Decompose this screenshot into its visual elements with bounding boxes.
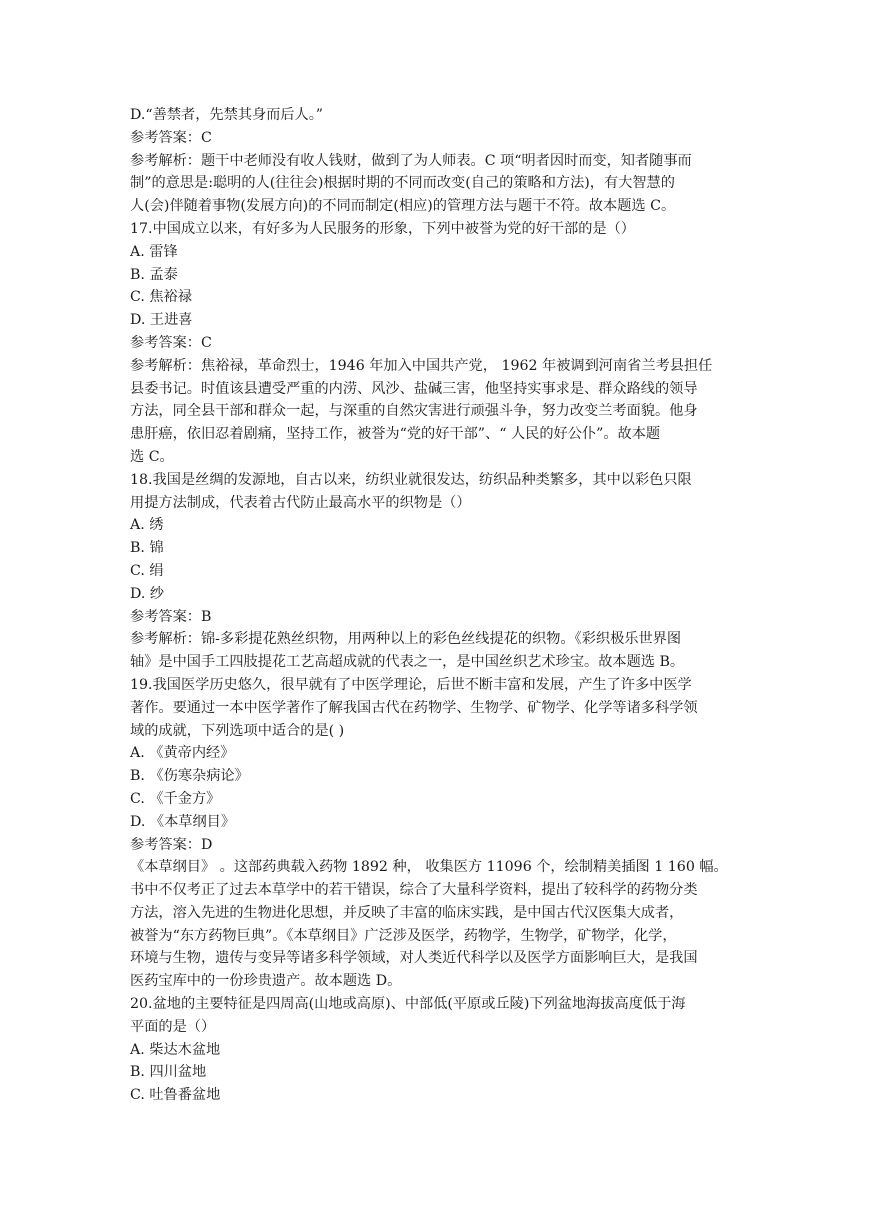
- option-d-q19: D. 《本草纲目》: [130, 813, 236, 830]
- option-b-q20: B. 四川盆地: [130, 1064, 207, 1081]
- explanation-q17-line-4: 患肝癌，依旧忍着剧痛，坚持工作，被誉为“党的好干部”、“ 人民的好公仆”。故本题: [130, 426, 661, 443]
- option-c-q17: C. 焦裕禄: [130, 289, 192, 306]
- question-17: 17.中国成立以来，有好多为人民服务的形象，下列中被誉为党的好干部的是（）: [130, 220, 635, 237]
- option-b-q18: B. 锦: [130, 540, 164, 557]
- explanation-q16-line-1: 参考解析：题干中老师没有收人钱财，做到了为人师表。C 项“明者因时而变，知者随事而: [130, 152, 692, 169]
- option-a-q19: A. 《黄帝内经》: [130, 745, 235, 762]
- explanation-q19-line-4: 被誉为“东方药物巨典”。《本草纲目》广泛涉及医学，药物学，生物学，矿物学，化学，: [130, 927, 677, 944]
- option-d-q17: D. 王进喜: [130, 312, 193, 329]
- explanation-q17-line-5: 选 C。: [130, 448, 174, 465]
- explanation-q17-line-2: 县委书记。时值该县遭受严重的内涝、风沙、盐碱三害，他坚持实事求是、群众路线的领导: [130, 380, 698, 397]
- option-a-q18: A. 绣: [130, 517, 164, 534]
- explanation-q19-line-6: 医药宝库中的一份珍贵遗产。故本题选 D。: [130, 973, 402, 990]
- explanation-q19-line-2: 书中不仅考正了过去本草学中的若干错误，综合了大量科学资料，提出了较科学的药物分类: [130, 882, 698, 899]
- explanation-q17-line-3: 方法，同全县干部和群众一起，与深重的自然灾害进行顽强斗争，努力改变兰考面貌。他身: [130, 403, 698, 420]
- answer-q18: 参考答案：B: [130, 608, 212, 625]
- answer-q17: 参考答案：C: [130, 334, 212, 351]
- explanation-q19-line-5: 环境与生物，遗传与变异等诸多科学领域，对人类近代科学以及医学方面影响巨大，是我国: [130, 950, 698, 967]
- question-20-line-1: 20.盆地的主要特征是四周高(山地或高原)、中部低(平原或丘陵)下列盆地海拔高度低于海: [130, 996, 686, 1013]
- question-19-line-3: 域的成就，下列选项中适合的是( ): [130, 722, 345, 739]
- explanation-q17-line-1: 参考解析：焦裕禄，革命烈士，1946 年加入中国共产党， 1962 年被调到河南省兰考县担任: [130, 357, 713, 374]
- explanation-q18-line-1: 参考解析：锦-多彩提花熟丝织物，用两种以上的彩色丝线提花的织物。《彩织极乐世界图: [130, 631, 682, 648]
- explanation-q19-line-3: 方法，溶入先进的生物进化思想，并反映了丰富的临床实践，是中国古代汉医集大成者，: [130, 904, 684, 921]
- explanation-q16-line-3: 人(会)伴随着事物(发展方向)的不同而制定(相应)的管理方法与题干不符。故本题选 C。: [130, 198, 676, 215]
- option-d-q16: D.“善禁者，先禁其身而后人。”: [130, 107, 324, 123]
- question-19-line-1: 19.我国医学历史悠久，很早就有了中医学理论，后世不断丰富和发展，产生了许多中医学: [130, 676, 692, 693]
- question-18-line-2: 用提方法制成，代表着古代防止最高水平的织物是（）: [130, 494, 471, 511]
- option-a-q20: A. 柴达木盆地: [130, 1041, 221, 1058]
- explanation-q16-line-2: 制”的意思是:聪明的人(往往会)根据时期的不同而改变(自己的策略和方法)，有大智慧的: [130, 175, 675, 192]
- option-c-q18: C. 绢: [130, 562, 164, 579]
- explanation-q19-line-1: 《本草纲目》 。这部药典载入药物 1892 种， 收集医方 11096 个，绘制精美插图 1 160 幅。: [130, 859, 728, 876]
- question-19-line-2: 著作。要通过一本中医学著作了解我国古代在药物学、生物学、矿物学、化学等诸多科学领: [130, 699, 698, 716]
- option-c-q19: C. 《千金方》: [130, 790, 221, 807]
- document-body: [130, 104, 742, 1107]
- question-18-line-1: 18.我国是丝绸的发源地，自古以来，纺织业就很发达，纺织品种类繁多，其中以彩色只限: [130, 471, 692, 488]
- answer-q19: 参考答案：D: [130, 836, 213, 853]
- option-d-q18: D. 纱: [130, 585, 165, 602]
- option-c-q20: C. 吐鲁番盆地: [130, 1087, 221, 1104]
- option-b-q17: B. 孟泰: [130, 266, 178, 283]
- answer-q16: 参考答案：C: [130, 129, 212, 146]
- explanation-q18-line-2: 轴》是中国手工四肢提花工艺高超成就的代表之一，是中国丝织艺术珍宝。故本题选 B。: [130, 654, 685, 671]
- option-a-q17: A. 雷锋: [130, 243, 178, 260]
- question-20-line-2: 平面的是（）: [130, 1018, 216, 1035]
- option-b-q19: B. 《伤寒杂病论》: [130, 768, 249, 785]
